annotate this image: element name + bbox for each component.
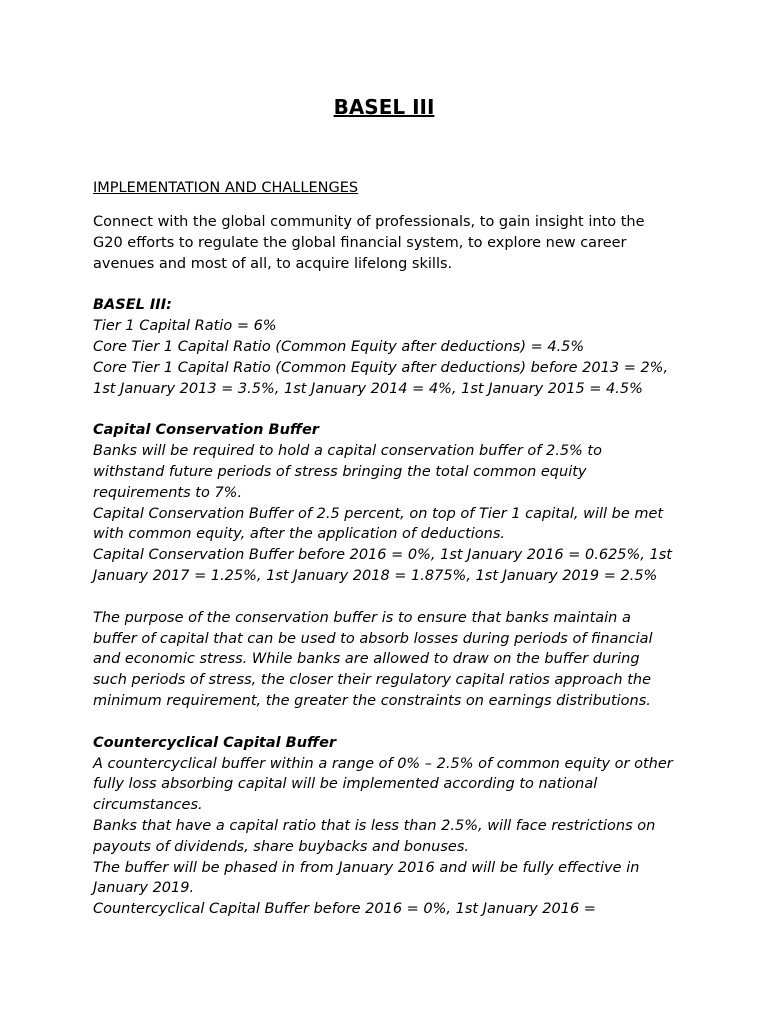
document-title: BASEL III bbox=[333, 95, 435, 119]
basel-core-tier1-line: Core Tier 1 Capital Ratio (Common Equity after deductions) = 4.5% bbox=[93, 338, 585, 355]
section-heading-implementation: IMPLEMENTATION AND CHALLENGES bbox=[93, 180, 359, 196]
ccb-paragraph-1: Banks will be required to hold a capital conservation buffer of 2.5% to withstand future periods of stress bringing the total common equity requirements to 7%. bbox=[93, 443, 602, 501]
countercyclical-paragraph-2: Banks that have a capital ratio that is less than 2.5%, will face restrictions on payouts of dividends, share buybacks and bonuses. bbox=[93, 817, 656, 855]
countercyclical-paragraph-3: The buffer will be phased in from January 2016 and will be fully effective in January 2019. bbox=[93, 859, 640, 897]
ccb-purpose-paragraph: The purpose of the conservation buffer is to ensure that banks maintain a buffer of capital that can be used to absorb losses during periods of financial and economic stress. While banks are allowed to draw on the buffer during such periods of stress, the closer their regulatory capital ratios approach the minimum requirement, the greater the constraints on earnings distributions. bbox=[93, 609, 653, 709]
basel-core-tier1-schedule: Core Tier 1 Capital Ratio (Common Equity after deductions) before 2013 = 2%, 1st January 2013 = 3.5%, 1st January 2014 = 4%, 1st January 2015 = 4.5% bbox=[93, 359, 669, 397]
countercyclical-paragraph-4: Countercyclical Capital Buffer before 2016 = 0%, 1st January 2016 = bbox=[93, 901, 596, 918]
countercyclical-paragraph-1: A countercyclical buffer within a range of 0% – 2.5% of common equity or other fully loss absorbing capital will be implemented according to national circumstances. bbox=[93, 755, 673, 814]
countercyclical-heading: Countercyclical Capital Buffer bbox=[93, 734, 337, 751]
ccb-paragraph-2: Capital Conservation Buffer of 2.5 percent, on top of Tier 1 capital, will be met with common equity, after the application of deductions. bbox=[93, 505, 664, 543]
ccb-heading: Capital Conservation Buffer bbox=[93, 422, 319, 439]
document-body bbox=[93, 178, 677, 920]
ccb-paragraph-3: Capital Conservation Buffer before 2016 = 0%, 1st January 2016 = 0.625%, 1st January 2017 = 1.25%, 1st January 2018 = 1.875%, 1st January 2019 = 2.5% bbox=[93, 547, 672, 584]
basel-tier1-line: Tier 1 Capital Ratio = 6% bbox=[93, 318, 277, 335]
intro-paragraph: Connect with the global community of professionals, to gain insight into the G20 efforts to regulate the global financial system, to explore new career avenues and most of all, to acquire lifelong skills. bbox=[93, 214, 645, 272]
basel-heading: BASEL III: bbox=[93, 297, 172, 314]
